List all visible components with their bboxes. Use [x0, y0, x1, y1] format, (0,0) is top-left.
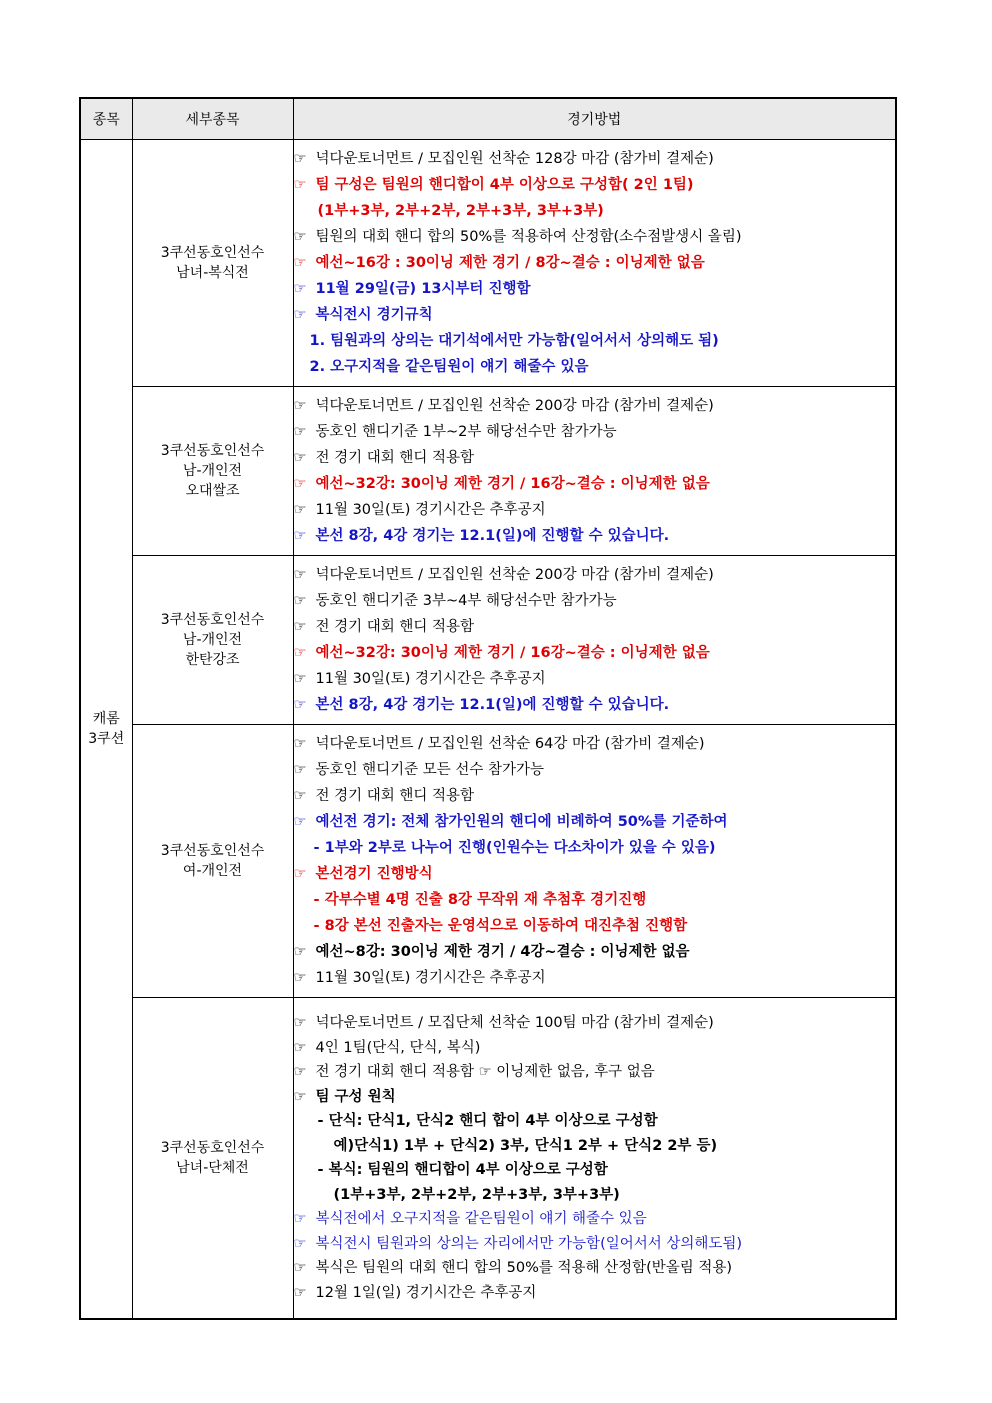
- hand-pointer-icon: ☞: [293, 1235, 307, 1252]
- rule-text: 본선 8강, 4강 경기는 12.1(일)에 진행할 수 있습니다.: [315, 697, 670, 713]
- rule-line: [294, 861, 896, 887]
- rule-text: 넉다운토너먼트 / 모집단체 선착순 100팀 마감 (참가비 결제순): [315, 1015, 714, 1031]
- rule-text: 11월 30일(토) 경기시간은 추후공지: [315, 970, 546, 986]
- rule-text: 팀 구성은 팀원의 핸디합이 4부 이상으로 구성함( 2인 1팀): [315, 177, 694, 193]
- section-row: [80, 725, 896, 998]
- hand-pointer-icon: ☞: [293, 281, 307, 297]
- rule-line: [294, 302, 896, 328]
- rule-line: [294, 640, 896, 666]
- rule-text: (1부+3부, 2부+2부, 2부+3부, 3부+3부): [317, 203, 604, 219]
- hand-pointer-icon: ☞: [293, 229, 307, 245]
- hand-pointer-icon: ☞: [293, 567, 307, 583]
- rule-text: 팀원의 대회 핸디 합의 50%를 적용하여 산정함(소수점발생시 올림): [315, 229, 742, 245]
- rule-line: [294, 757, 896, 783]
- rule-line: [294, 328, 896, 354]
- rule-line: [294, 1060, 896, 1085]
- rule-line: [294, 354, 896, 380]
- rule-line: [294, 887, 896, 913]
- rule-text: - 복식: 팀원의 핸디합이 4부 이상으로 구성함: [317, 1162, 608, 1178]
- method-cell: [293, 556, 896, 725]
- rule-text: 팀 구성 원칙: [315, 1088, 396, 1105]
- rule-text: 예선전 경기: 전체 참가인원의 핸디에 비례하여 50%를 기준하여: [315, 814, 728, 830]
- hand-pointer-icon: ☞: [293, 944, 307, 960]
- rule-line: [294, 172, 896, 198]
- hand-pointer-icon: ☞: [293, 528, 307, 544]
- rule-line: [294, 224, 896, 250]
- hand-pointer-icon: ☞: [293, 736, 307, 752]
- subcategory-line: 남-개인전: [182, 632, 243, 648]
- subcategory-line: 3쿠선동호인선수: [160, 843, 265, 859]
- subcategory-line: 남-개인전: [182, 463, 243, 479]
- rule-text: 동호인 핸디기준 1부~2부 해당선수만 참가가능: [315, 424, 617, 440]
- rule-line: [294, 1207, 896, 1232]
- rule-line: [294, 809, 896, 835]
- subcategory-line: 오대쌀조: [185, 483, 240, 499]
- subcategory-cell: [132, 998, 293, 1320]
- hand-pointer-icon: ☞: [293, 1039, 307, 1056]
- rule-text: 1. 팀원과의 상의는 대기석에서만 가능함(일어서서 상의해도 됨): [309, 333, 719, 349]
- rule-line: [294, 666, 896, 692]
- rule-line: [294, 835, 896, 861]
- rule-line: [294, 1183, 896, 1208]
- rule-text: - 각부수별 4명 진출 8강 무작위 재 추첨후 경기진행: [313, 892, 647, 908]
- header-row: [80, 98, 896, 140]
- rule-text: 동호인 핸디기준 모든 선수 참가가능: [315, 762, 545, 778]
- subcategory-line: 3쿠선동호인선수: [160, 245, 265, 261]
- rule-line: [294, 731, 896, 757]
- rule-line: [294, 250, 896, 276]
- rule-text: 본선 8강, 4강 경기는 12.1(일)에 진행할 수 있습니다.: [315, 528, 670, 544]
- rule-line: [294, 146, 896, 172]
- rule-text: 넉다운토너먼트 / 모집인원 선착순 200강 마감 (참가비 결제순): [315, 567, 714, 583]
- method-cell: [293, 387, 896, 556]
- rule-line: [294, 965, 896, 991]
- rule-line: [294, 471, 896, 497]
- rule-line: [294, 783, 896, 809]
- subcategory-line: 여-개인전: [182, 863, 243, 879]
- subcategory-line: 3쿠선동호인선수: [160, 443, 265, 459]
- hand-pointer-icon: ☞: [293, 177, 307, 193]
- rule-line: [294, 939, 896, 965]
- rule-text: 복식은 팀원의 대회 핸디 합의 50%를 적용해 산정함(반올림 적용): [315, 1260, 733, 1276]
- rule-text: 12월 1일(일) 경기시간은 추후공지: [315, 1284, 537, 1301]
- hand-pointer-icon: ☞: [293, 619, 307, 635]
- hand-pointer-icon: ☞: [293, 255, 307, 271]
- subcategory-line: 남녀-단체전: [176, 1160, 249, 1176]
- hand-pointer-icon: ☞: [293, 307, 307, 323]
- hand-pointer-icon: ☞: [293, 970, 307, 986]
- section-row: [80, 998, 896, 1320]
- rule-text: 동호인 핸디기준 3부~4부 해당선수만 참가가능: [315, 593, 617, 609]
- hand-pointer-icon: ☞: [293, 697, 307, 713]
- section-row: [80, 387, 896, 556]
- hand-pointer-icon: ☞: [293, 814, 307, 830]
- rule-line: [294, 276, 896, 302]
- hand-pointer-icon: ☞: [293, 450, 307, 466]
- rule-text: 예선~16강 : 30이닝 제한 경기 / 8강~결승 : 이닝제한 없음: [315, 255, 705, 271]
- hand-pointer-icon: ☞: [293, 645, 307, 661]
- rule-text: 11월 30일(토) 경기시간은 추후공지: [315, 502, 546, 518]
- method-cell: [293, 998, 896, 1320]
- rule-line: [294, 614, 896, 640]
- subcategory-cell: [132, 140, 293, 387]
- rule-line: [294, 1134, 896, 1159]
- subcategory-line: 3쿠선동호인선수: [160, 612, 265, 628]
- rule-line: [294, 1232, 896, 1257]
- hand-pointer-icon: ☞: [293, 593, 307, 609]
- rule-text: 예선~32강: 30이닝 제한 경기 / 16강~결승 : 이닝제한 없음: [315, 645, 710, 661]
- hand-pointer-icon: ☞: [293, 671, 307, 687]
- rule-line: [294, 1281, 896, 1306]
- section-row: [80, 140, 896, 387]
- header-subcategory: 세부종목: [132, 98, 293, 140]
- header-category: 종목: [80, 98, 132, 140]
- hand-pointer-icon: ☞: [293, 476, 307, 492]
- rule-line: [294, 1011, 896, 1036]
- subcategory-cell: [132, 387, 293, 556]
- rule-text: 11월 30일(토) 경기시간은 추후공지: [315, 671, 546, 687]
- hand-pointer-icon: ☞: [293, 1088, 307, 1105]
- rule-line: [294, 1036, 896, 1061]
- rule-line: [294, 1109, 896, 1134]
- hand-pointer-icon: ☞: [293, 398, 307, 414]
- rule-text: - 1부와 2부로 나누어 진행(인원수는 다소차이가 있을 수 있음): [313, 840, 716, 856]
- rule-text: 전 경기 대회 핸디 적용함 ☞ 이닝제한 없음, 후구 없음: [315, 1064, 655, 1080]
- hand-pointer-icon: ☞: [293, 866, 307, 882]
- rule-line: [294, 913, 896, 939]
- hand-pointer-icon: ☞: [293, 1064, 307, 1080]
- method-cell: [293, 725, 896, 998]
- hand-pointer-icon: ☞: [293, 151, 307, 167]
- rule-text: 예선~32강: 30이닝 제한 경기 / 16강~결승 : 이닝제한 없음: [315, 476, 710, 492]
- category-line: 캐롬: [92, 711, 120, 727]
- subcategory-cell: [132, 556, 293, 725]
- rule-text: - 8강 본선 진출자는 운영석으로 이동하여 대진추첨 진행함: [313, 918, 688, 934]
- hand-pointer-icon: ☞: [293, 1260, 307, 1276]
- rule-text: 복식전에서 오구지적을 같은팀원이 얘기 해줄수 있음: [315, 1211, 647, 1227]
- category-line: 3쿠션: [88, 731, 125, 747]
- rule-text: 본선경기 진행방식: [315, 866, 433, 882]
- rule-text: (1부+3부, 2부+2부, 2부+3부, 3부+3부): [333, 1186, 620, 1203]
- hand-pointer-icon: ☞: [293, 788, 307, 804]
- rule-line: [294, 198, 896, 224]
- method-cell: [293, 140, 896, 387]
- rule-line: [294, 562, 896, 588]
- hand-pointer-icon: ☞: [293, 1284, 307, 1301]
- rule-line: [294, 692, 896, 718]
- rule-text: 전 경기 대회 핸디 적용함: [315, 619, 475, 635]
- hand-pointer-icon: ☞: [293, 424, 307, 440]
- section-row: [80, 556, 896, 725]
- rule-text: 넉다운토너먼트 / 모집인원 선착순 200강 마감 (참가비 결제순): [315, 398, 714, 414]
- hand-pointer-icon: ☞: [293, 1211, 307, 1227]
- rule-text: 넉다운토너먼트 / 모집인원 선착순 64강 마감 (참가비 결제순): [315, 736, 705, 752]
- subcategory-line: 남녀-복식전: [176, 265, 249, 281]
- rule-line: [294, 393, 896, 419]
- rule-line: [294, 1158, 896, 1183]
- rule-text: 복식전시 경기규칙: [315, 307, 433, 323]
- rule-text: 2. 오구지적을 같은팀원이 얘기 해줄수 있음: [309, 359, 589, 375]
- rule-line: [294, 497, 896, 523]
- rule-line: [294, 419, 896, 445]
- hand-pointer-icon: ☞: [293, 502, 307, 518]
- rule-text: 11월 29일(금) 13시부터 진행함: [315, 281, 531, 297]
- rule-line: [294, 523, 896, 549]
- rule-text: - 단식: 단식1, 단식2 핸디 합이 4부 이상으로 구성함: [317, 1113, 658, 1129]
- rule-text: 전 경기 대회 핸디 적용함: [315, 450, 475, 466]
- header-method: 경기방법: [293, 98, 896, 140]
- rule-text: 예선~8강: 30이닝 제한 경기 / 4강~결승 : 이닝제한 없음: [315, 944, 690, 960]
- rule-text: 전 경기 대회 핸디 적용함: [315, 788, 475, 804]
- rule-text: 복식전시 팀원과의 상의는 자리에서만 가능함(일어서서 상의해도됨): [315, 1235, 743, 1252]
- rule-line: [294, 588, 896, 614]
- subcategory-line: 한탄강조: [185, 652, 240, 668]
- rule-line: [294, 445, 896, 471]
- rule-text: 4인 1팀(단식, 단식, 복식): [315, 1039, 481, 1056]
- hand-pointer-icon: ☞: [293, 1015, 307, 1031]
- hand-pointer-icon: ☞: [293, 762, 307, 778]
- rules-table: [79, 97, 897, 1320]
- category-cell: [80, 140, 132, 1320]
- subcategory-cell: [132, 725, 293, 998]
- subcategory-line: 3쿠선동호인선수: [160, 1140, 265, 1156]
- rule-line: [294, 1085, 896, 1110]
- rule-text: 넉다운토너먼트 / 모집인원 선착순 128강 마감 (참가비 결제순): [315, 151, 714, 167]
- rule-line: [294, 1256, 896, 1281]
- rule-text: 예)단식1) 1부 + 단식2) 3부, 단식1 2부 + 단식2 2부 등): [333, 1137, 718, 1154]
